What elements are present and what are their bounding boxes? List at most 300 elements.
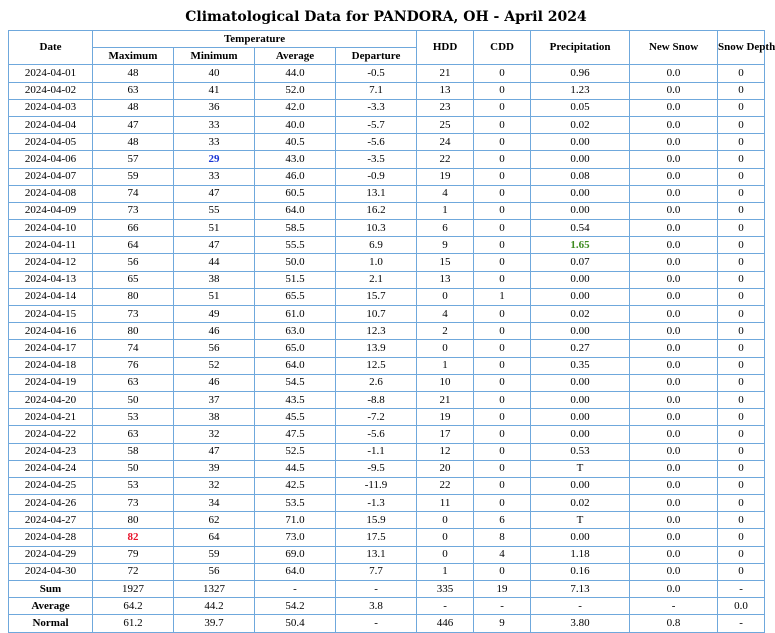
cell-maximum: 80 [93,512,174,529]
cell-date: 2024-04-12 [9,254,93,271]
table-row [9,461,765,478]
cell-hdd: 11 [417,495,474,512]
cell-departure: -3.5 [336,151,417,168]
cell-minimum: 55 [174,203,255,220]
cell-cdd: 0 [474,83,531,100]
cell-hdd: 17 [417,426,474,443]
summary-row [9,598,765,615]
cell-new-snow: - [630,598,718,615]
cell-departure: -5.7 [336,117,417,134]
cell-maximum: 64.2 [93,598,174,615]
cell-average: 51.5 [255,272,336,289]
cell-minimum: 40 [174,65,255,82]
cell-maximum: 48 [93,100,174,117]
cell-cdd: 0 [474,478,531,495]
header-new-snow: New Snow [630,31,718,65]
cell-minimum: 56 [174,340,255,357]
cell-hdd: 0 [417,547,474,564]
cell-minimum: 36 [174,100,255,117]
cell-average: 65.0 [255,340,336,357]
cell-precipitation: 0.00 [531,409,630,426]
cell-cdd: 0 [474,203,531,220]
cell-maximum: 59 [93,169,174,186]
cell-precipitation: 0.02 [531,495,630,512]
cell-maximum: 58 [93,444,174,461]
cell-average: 63.0 [255,323,336,340]
cell-snow-depth: 0.0 [718,598,765,615]
cell-maximum: 61.2 [93,615,174,632]
cell-cdd: 0 [474,358,531,375]
cell-cdd: 6 [474,512,531,529]
cell-cdd: 0 [474,169,531,186]
table-row [9,151,765,168]
cell-date: 2024-04-14 [9,289,93,306]
cell-snow-depth: 0 [718,65,765,82]
cell-hdd: 0 [417,340,474,357]
cell-departure: 3.8 [336,598,417,615]
climate-table [8,30,775,633]
cell-new-snow: 0.0 [630,169,718,186]
cell-precipitation: 0.54 [531,220,630,237]
cell-cdd: 0 [474,426,531,443]
cell-precipitation: 0.16 [531,564,630,581]
cell-hdd: 335 [417,581,474,598]
cell-new-snow: 0.0 [630,272,718,289]
cell-snow-depth: 0 [718,117,765,134]
cell-new-snow: 0.0 [630,547,718,564]
cell-snow-depth: 0 [718,358,765,375]
cell-new-snow: 0.0 [630,306,718,323]
cell-cdd: 0 [474,444,531,461]
cell-maximum: 63 [93,83,174,100]
cell-cdd: 0 [474,306,531,323]
cell-departure: -5.6 [336,134,417,151]
cell-hdd: 19 [417,169,474,186]
cell-new-snow: 0.0 [630,237,718,254]
cell-maximum: 79 [93,547,174,564]
cell-minimum: 46 [174,323,255,340]
cell-average: 52.0 [255,83,336,100]
cell-new-snow: 0.0 [630,426,718,443]
cell-new-snow: 0.0 [630,65,718,82]
cell-departure: 2.6 [336,375,417,392]
cell-date: 2024-04-29 [9,547,93,564]
table-row [9,358,765,375]
cell-maximum: 66 [93,220,174,237]
cell-average: 69.0 [255,547,336,564]
cell-precipitation: T [531,461,630,478]
cell-date: 2024-04-01 [9,65,93,82]
cell-precipitation: 3.80 [531,615,630,632]
header-maximum: Maximum [93,48,174,65]
cell-hdd: 2 [417,323,474,340]
table-row [9,237,765,254]
cell-cdd: 0 [474,564,531,581]
cell-minimum: 52 [174,358,255,375]
cell-maximum: 65 [93,272,174,289]
cell-maximum: 80 [93,289,174,306]
cell-date: 2024-04-08 [9,186,93,203]
cell-cdd: 0 [474,186,531,203]
cell-maximum: 74 [93,186,174,203]
cell-date: 2024-04-19 [9,375,93,392]
table-row [9,409,765,426]
cell-maximum: 50 [93,392,174,409]
cell-departure: 13.1 [336,186,417,203]
cell-date: 2024-04-30 [9,564,93,581]
cell-new-snow: 0.0 [630,512,718,529]
cell-departure: -8.8 [336,392,417,409]
cell-maximum: 72 [93,564,174,581]
cell-date: 2024-04-07 [9,169,93,186]
cell-hdd: 1 [417,564,474,581]
cell-departure: -0.9 [336,169,417,186]
cell-average: 58.5 [255,220,336,237]
summary-label: Sum [9,581,93,598]
cell-average: 64.0 [255,203,336,220]
table-row [9,134,765,151]
cell-precipitation: 0.00 [531,186,630,203]
cell-departure: 13.9 [336,340,417,357]
cell-cdd: 0 [474,237,531,254]
cell-departure: -1.1 [336,444,417,461]
cell-snow-depth: 0 [718,444,765,461]
cell-hdd: 25 [417,117,474,134]
cell-average: 42.5 [255,478,336,495]
cell-cdd: 0 [474,117,531,134]
cell-average: 65.5 [255,289,336,306]
cell-departure: -9.5 [336,461,417,478]
cell-snow-depth: 0 [718,134,765,151]
cell-snow-depth: 0 [718,461,765,478]
cell-new-snow: 0.0 [630,289,718,306]
table-row [9,65,765,82]
cell-minimum: 33 [174,134,255,151]
cell-hdd: 23 [417,100,474,117]
cell-average: 45.5 [255,409,336,426]
table-row [9,254,765,271]
cell-cdd: 0 [474,151,531,168]
cell-snow-depth: 0 [718,392,765,409]
cell-precipitation: - [531,598,630,615]
cell-precipitation: 0.00 [531,323,630,340]
table-row [9,83,765,100]
cell-date: 2024-04-25 [9,478,93,495]
cell-new-snow: 0.0 [630,564,718,581]
cell-departure: 7.1 [336,83,417,100]
cell-minimum: 41 [174,83,255,100]
cell-hdd: 9 [417,237,474,254]
cell-departure: 6.9 [336,237,417,254]
cell-snow-depth: 0 [718,186,765,203]
cell-snow-depth: 0 [718,289,765,306]
cell-departure: 1.0 [336,254,417,271]
cell-cdd: 0 [474,409,531,426]
cell-date: 2024-04-02 [9,83,93,100]
cell-minimum: 33 [174,169,255,186]
cell-precipitation: 1.65 [531,237,630,254]
cell-average: 42.0 [255,100,336,117]
cell-average: 40.5 [255,134,336,151]
cell-maximum: 64 [93,237,174,254]
cell-hdd: 0 [417,529,474,546]
cell-precipitation: 0.00 [531,203,630,220]
cell-date: 2024-04-22 [9,426,93,443]
cell-departure: -7.2 [336,409,417,426]
cell-precipitation: 0.27 [531,340,630,357]
cell-cdd: 0 [474,340,531,357]
header-date: Date [9,31,93,65]
cell-date: 2024-04-27 [9,512,93,529]
cell-average: 52.5 [255,444,336,461]
cell-new-snow: 0.0 [630,203,718,220]
cell-average: 43.5 [255,392,336,409]
table-row [9,564,765,581]
table-row [9,323,765,340]
cell-date: 2024-04-18 [9,358,93,375]
cell-date: 2024-04-26 [9,495,93,512]
cell-snow-depth: 0 [718,512,765,529]
cell-date: 2024-04-05 [9,134,93,151]
cell-average: 64.0 [255,564,336,581]
cell-average: 50.0 [255,254,336,271]
cell-snow-depth: 0 [718,203,765,220]
cell-precipitation: 0.00 [531,392,630,409]
cell-snow-depth: 0 [718,306,765,323]
header-minimum: Minimum [174,48,255,65]
cell-minimum: 1327 [174,581,255,598]
cell-average: 73.0 [255,529,336,546]
table-row [9,529,765,546]
cell-precipitation: 0.00 [531,289,630,306]
cell-cdd: 0 [474,461,531,478]
cell-precipitation: 0.00 [531,478,630,495]
climate-report [8,6,775,633]
cell-hdd: 4 [417,186,474,203]
cell-hdd: 19 [417,409,474,426]
cell-average: 44.0 [255,65,336,82]
cell-snow-depth: 0 [718,237,765,254]
cell-new-snow: 0.0 [630,444,718,461]
cell-departure: 10.7 [336,306,417,323]
cell-precipitation: 0.00 [531,272,630,289]
cell-cdd: 0 [474,65,531,82]
cell-average: 47.5 [255,426,336,443]
table-row [9,478,765,495]
table-row [9,220,765,237]
cell-maximum: 82 [93,529,174,546]
cell-new-snow: 0.0 [630,358,718,375]
cell-snow-depth: 0 [718,564,765,581]
cell-average: 60.5 [255,186,336,203]
cell-date: 2024-04-04 [9,117,93,134]
table-row [9,426,765,443]
cell-new-snow: 0.0 [630,581,718,598]
table-row [9,340,765,357]
cell-hdd: 6 [417,220,474,237]
cell-hdd: 1 [417,203,474,220]
cell-minimum: 59 [174,547,255,564]
cell-snow-depth: - [718,581,765,598]
cell-precipitation: 0.02 [531,306,630,323]
cell-minimum: 44.2 [174,598,255,615]
cell-average: 40.0 [255,117,336,134]
cell-new-snow: 0.0 [630,134,718,151]
header-snow-depth: Snow Depth [718,31,765,65]
cell-minimum: 56 [174,564,255,581]
cell-minimum: 37 [174,392,255,409]
cell-new-snow: 0.0 [630,375,718,392]
cell-average: 50.4 [255,615,336,632]
cell-departure: 2.1 [336,272,417,289]
cell-minimum: 39 [174,461,255,478]
cell-snow-depth: 0 [718,340,765,357]
cell-cdd: 0 [474,134,531,151]
cell-departure: 10.3 [336,220,417,237]
cell-precipitation: 0.35 [531,358,630,375]
cell-date: 2024-04-21 [9,409,93,426]
cell-average: 61.0 [255,306,336,323]
cell-precipitation: 1.18 [531,547,630,564]
cell-average: 55.5 [255,237,336,254]
cell-snow-depth: 0 [718,169,765,186]
cell-departure: -5.6 [336,426,417,443]
cell-date: 2024-04-13 [9,272,93,289]
cell-maximum: 57 [93,151,174,168]
cell-date: 2024-04-10 [9,220,93,237]
cell-hdd: 0 [417,289,474,306]
cell-minimum: 33 [174,117,255,134]
cell-minimum: 62 [174,512,255,529]
cell-date: 2024-04-17 [9,340,93,357]
cell-precipitation: 0.96 [531,65,630,82]
cell-cdd: 1 [474,289,531,306]
table-row [9,495,765,512]
cell-average: 71.0 [255,512,336,529]
cell-date: 2024-04-24 [9,461,93,478]
cell-date: 2024-04-16 [9,323,93,340]
cell-cdd: 0 [474,272,531,289]
cell-new-snow: 0.8 [630,615,718,632]
cell-snow-depth: 0 [718,100,765,117]
cell-precipitation: 0.02 [531,117,630,134]
cell-hdd: 24 [417,134,474,151]
table-row [9,444,765,461]
cell-minimum: 29 [174,151,255,168]
cell-precipitation: 0.08 [531,169,630,186]
header-precipitation: Precipitation [531,31,630,65]
cell-precipitation: 0.00 [531,134,630,151]
cell-hdd: 21 [417,65,474,82]
cell-maximum: 50 [93,461,174,478]
cell-minimum: 34 [174,495,255,512]
cell-departure: 16.2 [336,203,417,220]
table-row [9,272,765,289]
cell-precipitation: 0.00 [531,375,630,392]
cell-average: - [255,581,336,598]
cell-average: 43.0 [255,151,336,168]
cell-maximum: 1927 [93,581,174,598]
cell-cdd: 4 [474,547,531,564]
page-title: Climatological Data for PANDORA, OH - April 2024 [185,9,587,25]
cell-snow-depth: 0 [718,272,765,289]
cell-cdd: 0 [474,220,531,237]
cell-minimum: 39.7 [174,615,255,632]
cell-cdd: 0 [474,323,531,340]
cell-average: 54.5 [255,375,336,392]
cell-departure: - [336,615,417,632]
cell-cdd: 0 [474,100,531,117]
table-row [9,392,765,409]
cell-precipitation: 0.07 [531,254,630,271]
cell-average: 54.2 [255,598,336,615]
cell-minimum: 46 [174,375,255,392]
cell-precipitation: 7.13 [531,581,630,598]
cell-new-snow: 0.0 [630,254,718,271]
cell-new-snow: 0.0 [630,461,718,478]
table-row [9,100,765,117]
cell-snow-depth: 0 [718,409,765,426]
cell-departure: 12.3 [336,323,417,340]
cell-new-snow: 0.0 [630,323,718,340]
cell-hdd: 446 [417,615,474,632]
cell-hdd: 13 [417,272,474,289]
cell-new-snow: 0.0 [630,186,718,203]
table-row [9,186,765,203]
cell-minimum: 44 [174,254,255,271]
cell-new-snow: 0.0 [630,100,718,117]
cell-maximum: 73 [93,203,174,220]
cell-minimum: 38 [174,272,255,289]
cell-maximum: 48 [93,134,174,151]
cell-hdd: 21 [417,392,474,409]
cell-date: 2024-04-06 [9,151,93,168]
cell-average: 53.5 [255,495,336,512]
cell-hdd: 13 [417,83,474,100]
cell-minimum: 32 [174,426,255,443]
cell-average: 46.0 [255,169,336,186]
cell-snow-depth: 0 [718,323,765,340]
cell-new-snow: 0.0 [630,151,718,168]
cell-departure: -3.3 [336,100,417,117]
cell-maximum: 47 [93,117,174,134]
cell-precipitation: 0.00 [531,151,630,168]
cell-departure: -1.3 [336,495,417,512]
cell-date: 2024-04-28 [9,529,93,546]
cell-precipitation: 0.00 [531,529,630,546]
table-row [9,375,765,392]
cell-maximum: 74 [93,340,174,357]
table-row [9,306,765,323]
cell-hdd: 22 [417,151,474,168]
cell-new-snow: 0.0 [630,392,718,409]
cell-new-snow: 0.0 [630,340,718,357]
cell-maximum: 80 [93,323,174,340]
table-row [9,117,765,134]
cell-snow-depth: 0 [718,547,765,564]
cell-cdd: 0 [474,392,531,409]
cell-snow-depth: 0 [718,375,765,392]
table-body [9,65,765,581]
cell-snow-depth: 0 [718,529,765,546]
summary-row [9,615,765,632]
cell-snow-depth: 0 [718,254,765,271]
cell-departure: 15.7 [336,289,417,306]
cell-maximum: 53 [93,478,174,495]
cell-cdd: 0 [474,495,531,512]
cell-date: 2024-04-20 [9,392,93,409]
cell-new-snow: 0.0 [630,117,718,134]
